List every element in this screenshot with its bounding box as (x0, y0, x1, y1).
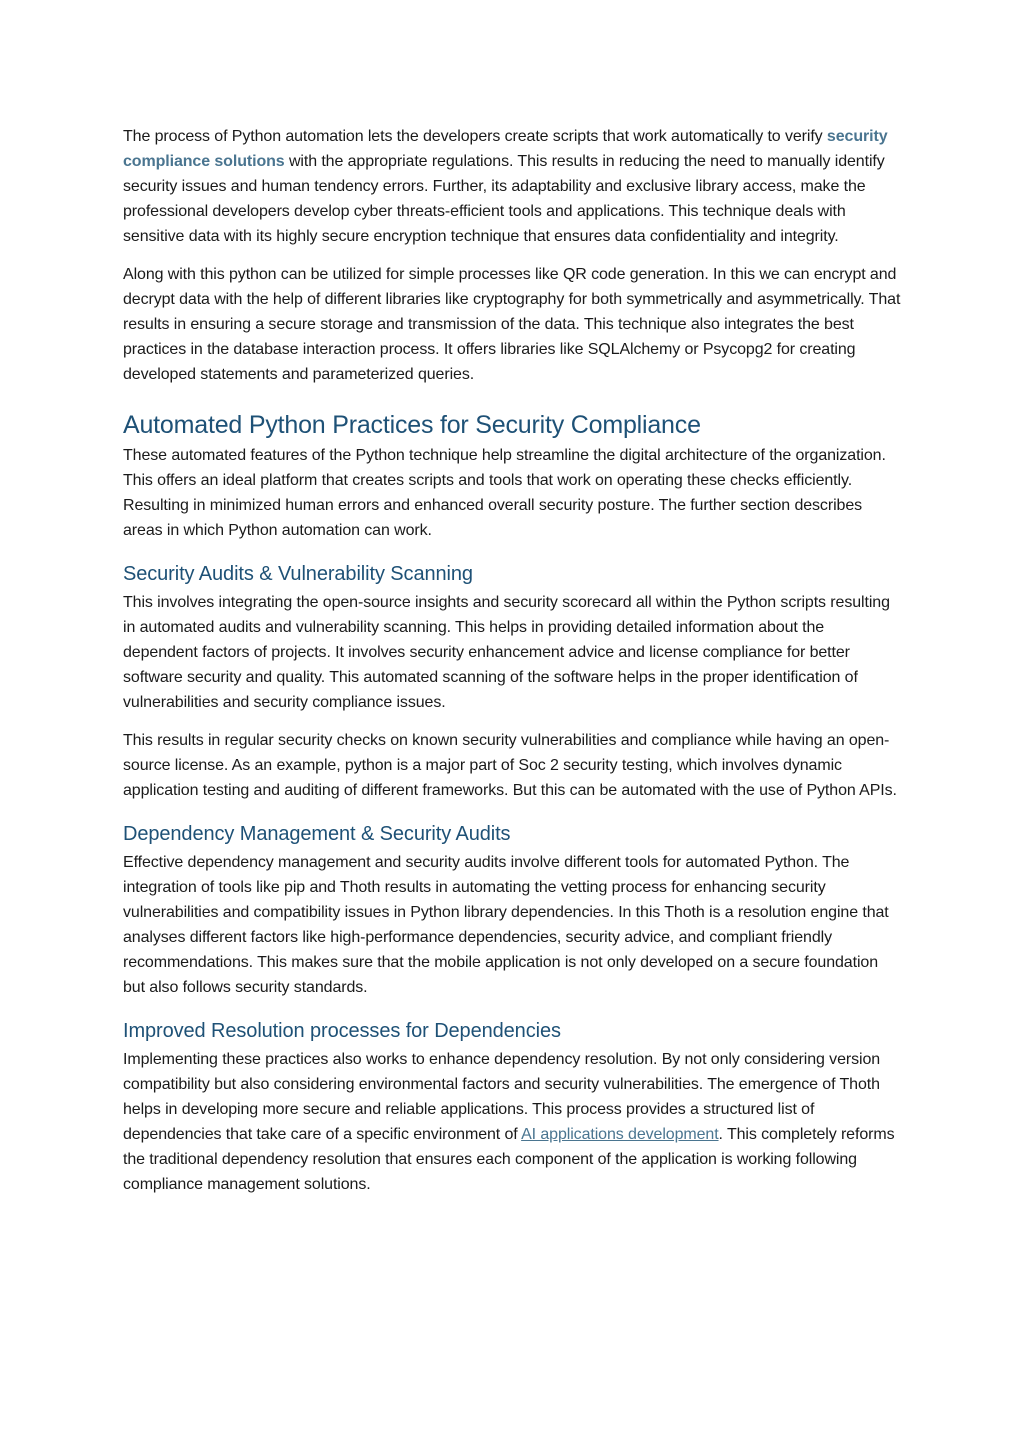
ai-applications-development-link[interactable]: AI applications development (521, 1126, 719, 1143)
intro-text-before-link: The process of Python automation lets the developers create scripts that work automatically to verify (123, 128, 827, 145)
improved-resolution-paragraph (123, 1047, 903, 1197)
security-audits-paragraph-2: This results in regular security checks on known security vulnerabilities and compliance while having an open-source license. As an example, python is a major part of Soc 2 security testing, which involves dynamic application testing and auditing of different frameworks. But this can be automated with the use of Python APIs. (123, 732, 897, 799)
security-compliance-solutions-link[interactable]: security compliance solutions (123, 128, 888, 170)
section-heading-dependency-management: Dependency Management & Security Audits (123, 823, 511, 845)
section-heading-automated-practices: Automated Python Practices for Security Compliance (123, 411, 701, 439)
intro-paragraph-2: Along with this python can be utilized for simple processes like QR code generation. In this we can encrypt and decrypt data with the help of different libraries like cryptography for both symmetrically and asymmetrically. That results in ensuring a secure storage and transmission of the data. This technique also integrates the best practices in the database interaction process. It offers libraries like SQLAlchemy or Psycopg2 for creating developed statements and parameterized queries. (123, 266, 901, 383)
resolution-text-after-link: . This completely reforms the traditional dependency resolution that ensures each component of the application is working following compliance management solutions. (123, 1126, 895, 1193)
automated-practices-paragraph: These automated features of the Python technique help streamline the digital architecture of the organization. This offers an ideal platform that creates scripts and tools that work on operating these checks efficiently. Resulting in minimized human errors and enhanced overall security posture. The further section describes areas in which Python automation can work. (123, 447, 886, 539)
document-page (123, 124, 903, 1197)
section-heading-security-audits: Security Audits & Vulnerability Scanning (123, 563, 473, 585)
section-heading-improved-resolution: Improved Resolution processes for Dependencies (123, 1020, 561, 1042)
resolution-text-before-link: Implementing these practices also works to enhance dependency resolution. By not only considering version compatibility but also considering environmental factors and security vulnerabilities. The emergence of Thoth helps in developing more secure and reliable applications. This process provides a structured list of dependencies that take care of a specific environment of (123, 1051, 881, 1143)
intro-text-after-link: with the appropriate regulations. This results in reducing the need to manually identify security issues and human tendency errors. Further, its adaptability and exclusive library access, make the professional developers develop cyber threats-efficient tools and applications. This technique deals with sensitive data with its highly secure encryption technique that ensures data confidentiality and integrity. (123, 153, 885, 245)
dependency-management-paragraph: Effective dependency management and security audits involve different tools for automated Python. The integration of tools like pip and Thoth results in automating the vetting process for enhancing security vulnerabilities and compatibility issues in Python library dependencies. In this Thoth is a resolution engine that analyses different factors like high-performance dependencies, security advice, and compliant friendly recommendations. This makes sure that the mobile application is not only developed on a secure foundation but also follows security standards. (123, 854, 889, 996)
intro-paragraph-1 (123, 124, 903, 249)
security-audits-paragraph-1: This involves integrating the open-source insights and security scorecard all within the Python scripts resulting in automated audits and vulnerability scanning. This helps in providing detailed information about the dependent factors of projects. It involves security enhancement advice and license compliance for better software security and quality. This automated scanning of the software helps in the proper identification of vulnerabilities and security compliance issues. (123, 594, 890, 711)
